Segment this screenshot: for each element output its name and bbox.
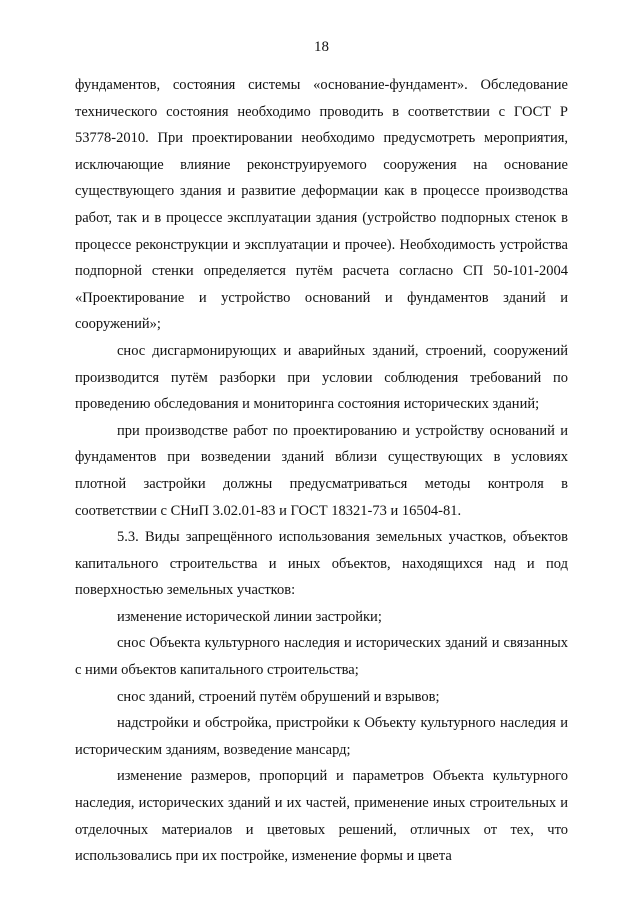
body-text bbox=[75, 72, 568, 870]
list-item: изменение размеров, пропорций и параметров Объекта культурного наследия, исторических зданий и их частей, применение иных строительных и отделочных материалов и цветовых решений, отличных от тех, что использовались при их постройке, изменение формы и цвета bbox=[75, 768, 568, 865]
list-item: надстройки и обстройка, пристройки к Объекту культурного наследия и историческим зданиям, возведение мансард; bbox=[75, 715, 568, 758]
paragraph: снос дисгармонирующих и аварийных зданий, строений, сооружений производится путём разборки при условии соблюдения требований по проведению обследования и мониторинга состояния исторических зданий; bbox=[75, 342, 568, 413]
page-number: 18 bbox=[314, 39, 329, 55]
paragraph: фундаментов, состояния системы «основание-фундамент». Обследование технического состояния необходимо проводить в соответствии с ГОСТ Р 53778-2010. При проектировании необходимо предусмотреть мероприятия, исключающие влияние реконструируемого сооружения на основание существующего здания и развитие деформации как в процессе производства работ, так и в процессе эксплуатации здания (устройство подпорных стенок в процессе реконструкции и эксплуатации и прочее). Необходимость устройства подпорной стенки определяется путём расчета согласно СП 50-101-2004 «Проектирование и устройство оснований и фундаментов зданий и сооружений»; bbox=[75, 77, 568, 333]
list-item: снос Объекта культурного наследия и исторических зданий и связанных с ними объектов капитального строительства; bbox=[75, 635, 568, 679]
list-item: изменение исторической линии застройки; bbox=[117, 608, 382, 625]
section-heading-paragraph: 5.3. Виды запрещённого использования земельных участков, объектов капитального строительства и иных объектов, находящихся над и под поверхностью земельных участков: bbox=[75, 529, 568, 599]
list-item: снос зданий, строений путём обрушений и взрывов; bbox=[117, 688, 440, 705]
paragraph: при производстве работ по проектированию и устройству оснований и фундаментов при возведении зданий вблизи существующих в условиях плотной застройки должны предусматриваться методы контроля в соответствии с СНиП 3.02.01-83 и ГОСТ 18321-73 и 16504-81. bbox=[75, 422, 568, 519]
